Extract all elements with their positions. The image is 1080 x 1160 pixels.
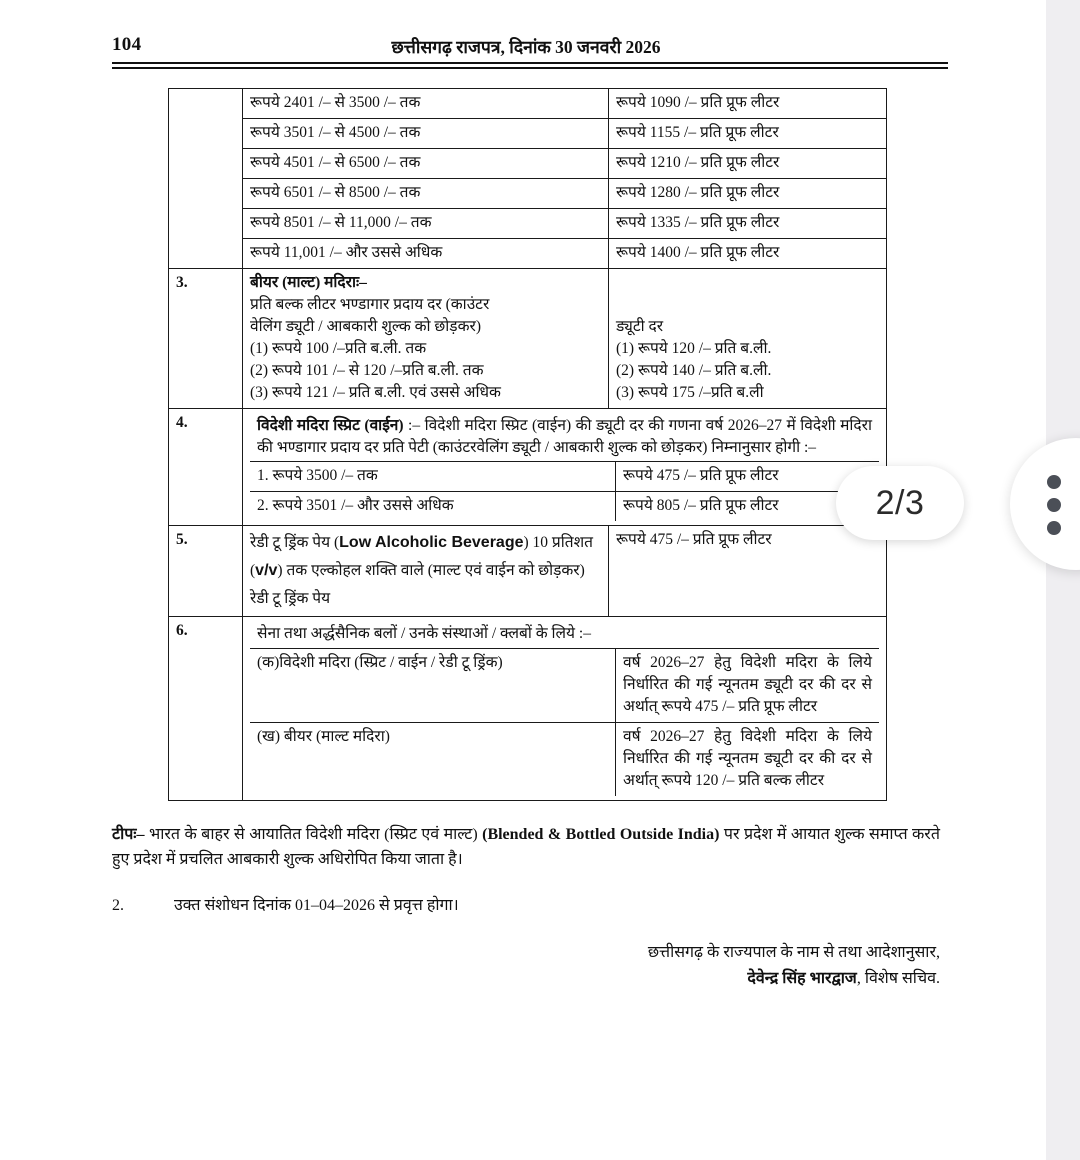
slab-rate: रूपये 1155 /– प्रति प्रूफ लीटर [609, 119, 887, 149]
section3-heading: बीयर (माल्ट) मदिराः– [250, 274, 367, 291]
section4-container [243, 409, 887, 526]
serial-number-3: 3. [169, 269, 243, 409]
header-title: छत्तीसगढ़ राजपत्र, दिनांक 30 जनवरी 2026 [391, 37, 661, 57]
page-number: 104 [112, 34, 142, 55]
signatory-name: देवेन्द्र सिंह भारद्वाज [747, 969, 857, 987]
section6-row-rate: वर्ष 2026–27 हेतु विदेशी मदिरा के लिये निर्धारित की गई न्यूनतम ड्यूटी दर की दर से अर्थात् रूपये 120 /– प्रति बल्क लीटर [616, 723, 880, 797]
slab-rate: रूपये 1280 /– प्रति प्रूफ लीटर [609, 179, 887, 209]
section3-rate-2: (2) रूपये 140 /– प्रति ब.ली. [616, 362, 772, 379]
section3-rate-heading: ड्यूटी दर [616, 318, 664, 335]
table-row-section-5 [169, 526, 887, 617]
serial-number-4: 4. [169, 409, 243, 526]
section3-desc-line-2: वेलिंग ड्यूटी / आबकारी शुल्क को छोड़कर) [250, 318, 481, 335]
section3-description [243, 269, 609, 409]
grid-dot [1047, 521, 1061, 535]
grid-dot [1047, 475, 1061, 489]
section5-text-part-1: रेडी टू ड्रिंक पेय ( [250, 534, 340, 551]
slab-description: रूपये 2401 /– से 3500 /– तक [243, 89, 609, 119]
section4-slab-description: 1. रूपये 3500 /– तक [250, 462, 616, 492]
section5-rate: रूपये 475 /– प्रति प्रूफ लीटर [609, 526, 887, 617]
signature-block [112, 940, 940, 991]
note-text-before: भारत के बाहर से आयातित विदेशी मदिरा (स्प्रिट एवं माल्ट) [144, 826, 483, 843]
signature-line-1: छत्तीसगढ़ के राज्यपाल के नाम से तथा आदेशानुसार, [647, 944, 940, 961]
page-indicator[interactable]: 2/3 [836, 466, 964, 540]
clause-number: 2. [112, 897, 124, 914]
section5-text-en-2: v/v [255, 562, 278, 579]
section4-heading-rest: :– विदेशी मदिरा स्प्रिट (वाईन) की ड्यूटी दर की गणना वर्ष 2026–27 में विदेशी मदिरा की भण्डागार प्रदाय दर प्रति पेटी (काउंटरवेलिंग ड्यूटी / आबकारी शुल्क को छोड़कर) निम्नानुसार होगी :– [257, 417, 872, 456]
section3-desc-line-1: प्रति बल्क लीटर भण्डागार प्रदाय दर (काउंटर [250, 296, 490, 313]
section4-slab-table [250, 461, 879, 521]
clause-paragraph [112, 893, 940, 915]
table-row [250, 723, 879, 797]
table-row-section-6 [169, 617, 887, 801]
section6-row-description: (ख) बीयर (माल्ट मदिरा) [250, 723, 616, 797]
table-row [169, 239, 887, 269]
table-row-section-4 [169, 409, 887, 526]
section5-text-part-2: ) 10 प्रतिशत ( [250, 534, 593, 579]
section3-slab-1: (1) रूपये 100 /–प्रति ब.ली. तक [250, 340, 427, 357]
slab-description: रूपये 8501 /– से 11,000 /– तक [243, 209, 609, 239]
table-row [169, 209, 887, 239]
section3-rates [609, 269, 887, 409]
section5-text-en-1: Low Alcoholic Beverage [339, 534, 524, 551]
slab-description: रूपये 6501 /– से 8500 /– तक [243, 179, 609, 209]
section5-text-part-3: ) तक एल्कोहल शक्ति वाले (माल्ट एवं वाईन को छोड़कर) रेडी टू ड्रिंक पेय [250, 562, 585, 607]
section6-row-rate: वर्ष 2026–27 हेतु विदेशी मदिरा के लिये निर्धारित की गई न्यूनतम ड्यूटी दर की दर से अर्थात् रूपये 475 /– प्रति प्रूफ लीटर [616, 649, 880, 723]
section6-container [243, 617, 887, 801]
serial-cell-empty [169, 89, 243, 269]
table-row [250, 492, 879, 522]
table-row [250, 649, 879, 723]
signatory-designation: , विशेष सचिव. [856, 969, 940, 987]
section4-slab-description: 2. रूपये 3501 /– और उससे अधिक [250, 492, 616, 522]
section3-rate-3: (3) रूपये 175 /–प्रति ब.ली [616, 384, 764, 401]
slab-rate: रूपये 1400 /– प्रति प्रूफ लीटर [609, 239, 887, 269]
section3-rate-1: (1) रूपये 120 /– प्रति ब.ली. [616, 340, 772, 357]
header-rule-upper [112, 62, 948, 64]
table-row [169, 119, 887, 149]
section6-sub-table [250, 648, 879, 796]
section4-slab-rate: रूपये 805 /– प्रति प्रूफ लीटर [616, 492, 880, 522]
section6-heading: सेना तथा अर्द्धसैनिक बलों / उनके संस्थाओं / क्लबों के लिये :– [257, 625, 591, 643]
clause-text: उक्त संशोधन दिनांक 01–04–2026 से प्रवृत्त होगा। [174, 897, 459, 914]
note-paragraph [112, 823, 940, 873]
serial-number-5: 5. [169, 526, 243, 617]
header-rule-lower [112, 67, 948, 69]
serial-number-6-label: 6. [176, 622, 188, 640]
slab-description: रूपये 4501 /– से 6500 /– तक [243, 149, 609, 179]
duty-rate-table [168, 88, 887, 801]
slab-rate: रूपये 1335 /– प्रति प्रूफ लीटर [609, 209, 887, 239]
document-header [112, 34, 940, 64]
note-label: टीपः– [112, 826, 145, 843]
section4-heading-block [250, 412, 879, 461]
slab-description: रूपये 11,001 /– और उससे अधिक [243, 239, 609, 269]
slab-rate: रूपये 1210 /– प्रति प्रूफ लीटर [609, 149, 887, 179]
table-row [250, 462, 879, 492]
section4-slab-rate: रूपये 475 /– प्रति प्रूफ लीटर [616, 462, 880, 492]
section4-heading-bold: विदेशी मदिरा स्प्रिट (वाईन) [257, 417, 404, 434]
slab-rate: रूपये 1090 /– प्रति प्रूफ लीटर [609, 89, 887, 119]
signatory-name-line [112, 966, 940, 992]
note-text-after: पर प्रदेश में आयात शुल्क समाप्त करते हुए प्रदेश में प्रचलित आबकारी शुल्क अधिरोपित किया जाता है। [112, 826, 940, 868]
section3-slab-2: (2) रूपये 101 /– से 120 /–प्रति ब.ली. तक [250, 362, 484, 379]
section6-row-description: (क)विदेशी मदिरा (स्प्रिट / वाईन / रेडी टू ड्रिंक) [250, 649, 616, 723]
table-row [169, 179, 887, 209]
grid-dot [1047, 498, 1061, 512]
serial-number-6 [169, 617, 243, 801]
table-row-section-3 [169, 269, 887, 409]
section5-description [243, 526, 609, 617]
note-text-english: (Blended & Bottled Outside India) [482, 826, 720, 843]
table-row [169, 89, 887, 119]
section3-slab-3: (3) रूपये 121 /– प्रति ब.ली. एवं उससे अधिक [250, 384, 501, 401]
grid-dots-icon [1047, 475, 1080, 533]
slab-description: रूपये 3501 /– से 4500 /– तक [243, 119, 609, 149]
table-row [169, 149, 887, 179]
